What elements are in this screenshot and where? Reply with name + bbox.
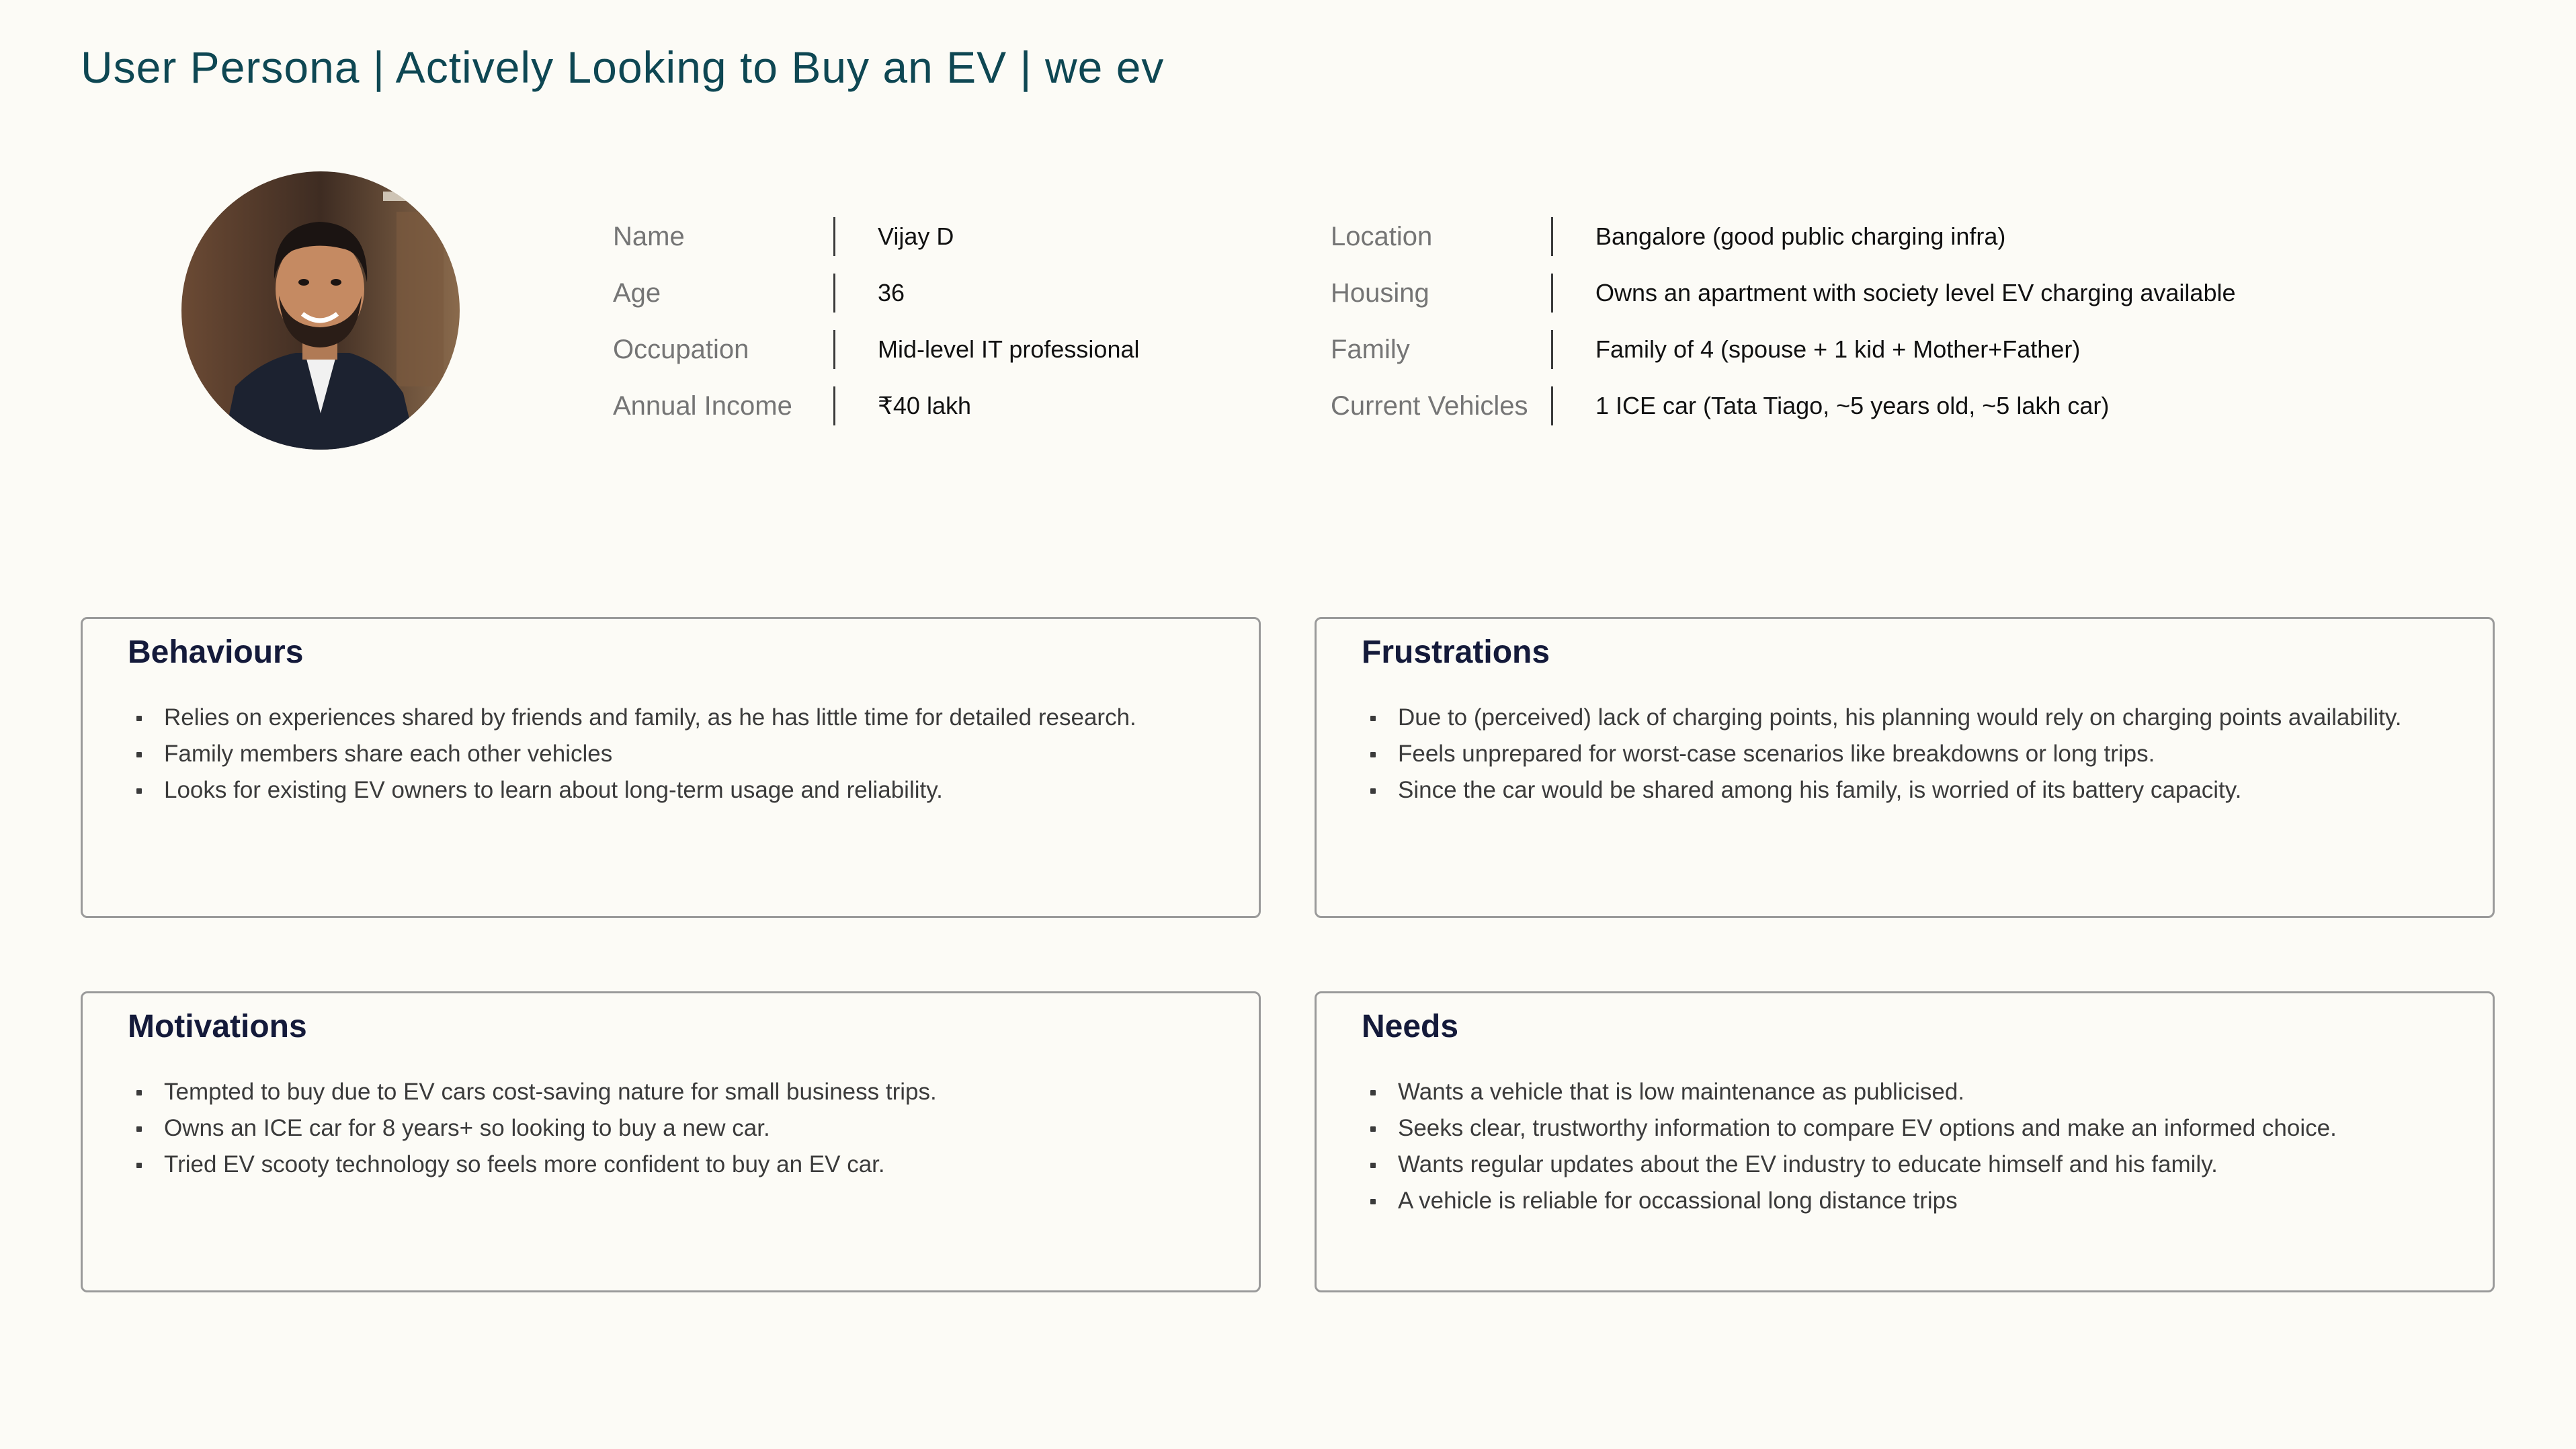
profile-label: Family <box>1331 334 1410 364</box>
needs-card <box>1315 991 2495 1292</box>
list-item: Feels unprepared for worst-case scenarios like breakdowns or long trips. <box>1362 736 2402 772</box>
list-item: A vehicle is reliable for occassional long distance trips <box>1362 1183 2337 1219</box>
card-heading: Needs <box>1362 1009 1459 1044</box>
divider <box>1551 217 1553 256</box>
profile-label: Name <box>613 221 685 251</box>
bullet-list <box>1362 1074 2337 1219</box>
profile-value: ₹40 lakh <box>878 392 971 419</box>
card-heading: Frustrations <box>1362 634 1550 670</box>
profile-value: Bangalore (good public charging infra) <box>1595 222 2006 250</box>
list-item: Family members share each other vehicles <box>128 736 1136 772</box>
frustrations-card <box>1315 617 2495 918</box>
profile-row-location <box>1331 208 2236 265</box>
divider <box>833 274 835 313</box>
profile-value: Family of 4 (spouse + 1 kid + Mother+Father) <box>1595 335 2081 363</box>
profile-label: Location <box>1331 221 1433 251</box>
profile-label: Current Vehicles <box>1331 390 1528 421</box>
card-heading: Motivations <box>128 1009 307 1044</box>
profile-value: 36 <box>878 279 905 306</box>
bullet-list <box>128 1074 937 1183</box>
list-item: Relies on experiences shared by friends and family, as he has little time for detailed research. <box>128 700 1136 736</box>
divider <box>833 217 835 256</box>
list-item: Seeks clear, trustworthy information to compare EV options and make an informed choice. <box>1362 1110 2337 1147</box>
list-item: Due to (perceived) lack of charging points, his planning would rely on charging points availability. <box>1362 700 2402 736</box>
persona-photo <box>181 171 460 450</box>
list-item: Wants regular updates about the EV industry to educate himself and his family. <box>1362 1147 2337 1183</box>
profile-label: Occupation <box>613 334 749 364</box>
divider <box>833 386 835 425</box>
motivations-card <box>81 991 1261 1292</box>
list-item: Tried EV scooty technology so feels more confident to buy an EV car. <box>128 1147 937 1183</box>
profile-value: Mid-level IT professional <box>878 335 1140 363</box>
page-title: User Persona | Actively Looking to Buy an EV | we ev <box>81 42 1165 92</box>
behaviours-card <box>81 617 1261 918</box>
profile-row-income <box>613 378 1140 434</box>
profile-value: Owns an apartment with society level EV charging available <box>1595 279 2236 306</box>
profile-label: Housing <box>1331 278 1429 308</box>
profile-details-left <box>613 208 1140 434</box>
profile-row-housing <box>1331 265 2236 321</box>
profile-value: 1 ICE car (Tata Tiago, ~5 years old, ~5 lakh car) <box>1595 392 2110 419</box>
list-item: Since the car would be shared among his family, is worried of its battery capacity. <box>1362 772 2402 809</box>
divider <box>1551 386 1553 425</box>
profile-row-vehicles <box>1331 378 2236 434</box>
divider <box>833 330 835 369</box>
avatar <box>181 171 460 450</box>
profile-value: Vijay D <box>878 222 954 250</box>
divider <box>1551 274 1553 313</box>
list-item: Tempted to buy due to EV cars cost-saving nature for small business trips. <box>128 1074 937 1110</box>
profile-row-age <box>613 265 1140 321</box>
bullet-list <box>1362 700 2402 809</box>
list-item: Looks for existing EV owners to learn about long-term usage and reliability. <box>128 772 1136 809</box>
bullet-list <box>128 700 1136 809</box>
list-item: Owns an ICE car for 8 years+ so looking to buy a new car. <box>128 1110 937 1147</box>
profile-row-name <box>613 208 1140 265</box>
card-heading: Behaviours <box>128 634 304 670</box>
profile-row-occupation <box>613 321 1140 378</box>
profile-details-right <box>1331 208 2236 434</box>
profile-row-family <box>1331 321 2236 378</box>
divider <box>1551 330 1553 369</box>
profile-label: Annual Income <box>613 390 792 421</box>
list-item: Wants a vehicle that is low maintenance as publicised. <box>1362 1074 2337 1110</box>
profile-label: Age <box>613 278 661 308</box>
